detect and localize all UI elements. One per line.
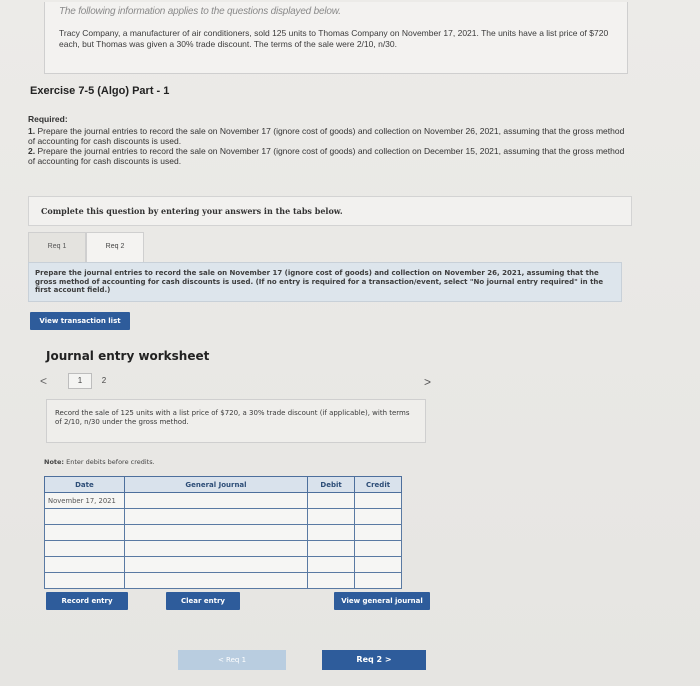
exercise-title: Exercise 7-5 (Algo) Part - 1 bbox=[30, 85, 170, 97]
date-cell[interactable] bbox=[45, 525, 125, 541]
table-row bbox=[45, 493, 402, 509]
note bbox=[44, 458, 155, 466]
credit-cell[interactable] bbox=[355, 541, 402, 557]
account-cell[interactable] bbox=[124, 557, 307, 573]
entry-description-box bbox=[46, 399, 426, 443]
column-header-credit: Credit bbox=[355, 477, 402, 493]
entry-description: Record the sale of 125 units with a list price of $720, a 30% trade discount (if applicable), with terms of 2/10, n/30 under the gross method. bbox=[55, 409, 410, 426]
required-item-1 bbox=[28, 126, 628, 146]
question-panel-text: Complete this question by entering your answers in the tabs below. bbox=[41, 206, 343, 216]
required-heading: Required: bbox=[28, 114, 68, 124]
required-item-1-text: Prepare the journal entries to record the sale on November 17 (ignore cost of goods) and collection on November 26, 2021, assuming that the gross method of accounting for cash discounts is used. bbox=[28, 126, 625, 146]
tab-req-2[interactable]: Req 2 bbox=[86, 232, 144, 262]
table-row bbox=[45, 509, 402, 525]
intro-box bbox=[44, 2, 628, 74]
date-cell[interactable] bbox=[45, 573, 125, 589]
credit-cell[interactable] bbox=[355, 509, 402, 525]
account-cell[interactable] bbox=[124, 493, 307, 509]
required-item-1-number: 1. bbox=[28, 126, 36, 136]
column-header-date: Date bbox=[45, 477, 125, 493]
note-label: Note: bbox=[44, 458, 65, 466]
tab-content-panel bbox=[28, 262, 622, 302]
view-transaction-list-button[interactable]: View transaction list bbox=[30, 312, 130, 330]
required-item-2-number: 2. bbox=[28, 146, 36, 156]
date-cell[interactable] bbox=[45, 541, 125, 557]
chevron-left-icon[interactable]: < bbox=[40, 374, 48, 388]
date-cell[interactable] bbox=[45, 557, 125, 573]
table-row bbox=[45, 557, 402, 573]
credit-cell[interactable] bbox=[355, 557, 402, 573]
table-row bbox=[45, 541, 402, 557]
chevron-right-icon[interactable]: > bbox=[424, 375, 432, 389]
worksheet-title: Journal entry worksheet bbox=[46, 349, 210, 363]
debit-cell[interactable] bbox=[308, 557, 355, 573]
required-block bbox=[28, 114, 628, 166]
account-cell[interactable] bbox=[124, 541, 307, 557]
intro-clipped-header: The following information applies to the questions displayed below. bbox=[59, 6, 341, 17]
table-row bbox=[45, 573, 402, 589]
journal-table bbox=[44, 476, 402, 589]
required-item-2 bbox=[28, 146, 628, 166]
view-general-journal-button[interactable]: View general journal bbox=[334, 592, 430, 610]
credit-cell[interactable] bbox=[355, 493, 402, 509]
record-entry-button[interactable]: Record entry bbox=[46, 592, 128, 610]
page-button-1[interactable]: 1 bbox=[68, 373, 92, 389]
page-button-2[interactable]: 2 bbox=[101, 376, 107, 385]
intro-text: Tracy Company, a manufacturer of air conditioners, sold 125 units to Thomas Company on November 17, 2021. The units have a list price of $720 each, but Thomas was given a 30% trade discount. The terms of the sale were 2/10, n/30. bbox=[59, 28, 609, 49]
note-text: Enter debits before credits. bbox=[64, 458, 155, 466]
column-header-debit: Debit bbox=[308, 477, 355, 493]
required-item-2-text: Prepare the journal entries to record the sale on November 17 (ignore cost of goods) and collection on December 15, 2021, assuming that the gross method of accounting for cash discounts is used. bbox=[28, 146, 625, 166]
credit-cell[interactable] bbox=[355, 573, 402, 589]
account-cell[interactable] bbox=[124, 509, 307, 525]
debit-cell[interactable] bbox=[308, 541, 355, 557]
tab-req-1[interactable]: Req 1 bbox=[28, 232, 86, 262]
column-header-general-journal: General Journal bbox=[124, 477, 307, 493]
clear-entry-button[interactable]: Clear entry bbox=[166, 592, 240, 610]
debit-cell[interactable] bbox=[308, 493, 355, 509]
prev-req-button[interactable]: < Req 1 bbox=[178, 650, 286, 670]
debit-cell[interactable] bbox=[308, 573, 355, 589]
date-cell[interactable] bbox=[45, 509, 125, 525]
journal-header-row bbox=[45, 477, 402, 493]
account-cell[interactable] bbox=[124, 573, 307, 589]
debit-cell[interactable] bbox=[308, 525, 355, 541]
next-req-button[interactable]: Req 2 > bbox=[322, 650, 426, 670]
credit-cell[interactable] bbox=[355, 525, 402, 541]
question-panel bbox=[28, 196, 632, 226]
account-cell[interactable] bbox=[124, 525, 307, 541]
tab-instructions: Prepare the journal entries to record the sale on November 17 (ignore cost of goods) and collection on November 26, 2021, assuming that the gross method of accounting for cash discounts is used. (If no entry is required for a transaction/event, select "No journal entry required" in the first account field.) bbox=[35, 269, 604, 295]
date-cell[interactable]: November 17, 2021 bbox=[45, 493, 125, 509]
table-row bbox=[45, 525, 402, 541]
debit-cell[interactable] bbox=[308, 509, 355, 525]
